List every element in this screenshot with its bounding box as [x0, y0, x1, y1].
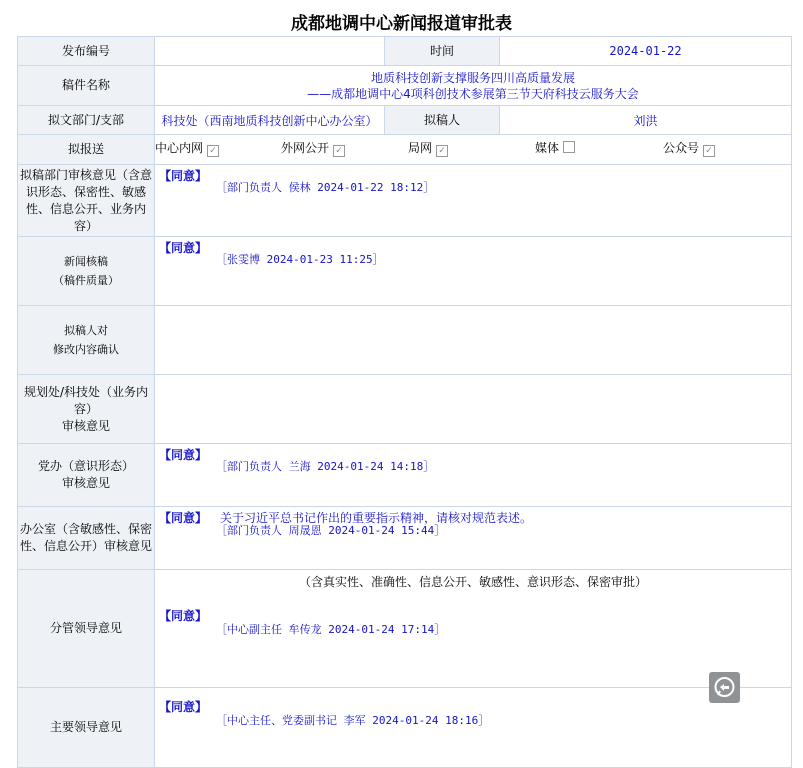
manuscript-label: 稿件名称 — [18, 66, 155, 106]
dept-label: 拟文部门/支部 — [18, 106, 155, 135]
row-main-leader — [18, 688, 792, 768]
send-option-label: 外网公开 — [281, 141, 330, 155]
drafter-confirm-label-line1: 拟稿人对 — [64, 324, 108, 337]
news-review-label-line2: （稿件质量） — [53, 274, 119, 287]
dept-review-label: 拟稿部门审核意见（含意识形态、保密性、敏感性、信息公开、业务内容） — [18, 165, 155, 237]
form-title: 成都地调中心新闻报道审批表 — [291, 14, 512, 34]
main-leader-signature: ［中心主任、党委副书记 李军 2024-01-24 18:16］ — [216, 714, 490, 727]
send-option-label: 中心内网 — [155, 141, 204, 155]
party-opinion — [155, 444, 792, 507]
checkbox-checked-icon[interactable]: ✓ — [436, 145, 448, 157]
send-option-public[interactable] — [281, 139, 345, 157]
party-label-line2: 审核意见 — [61, 476, 110, 490]
main-leader-verdict: 【同意】 — [159, 700, 208, 714]
party-label-line1: 党办（意识形态） — [37, 459, 134, 473]
office-signature: ［部门负责人 周晟恩 2024-01-24 15:44］ — [216, 524, 446, 537]
planning-label — [18, 375, 155, 444]
row-drafter-confirm — [18, 306, 792, 375]
main-leader-label: 主要领导意见 — [18, 688, 155, 768]
reply-chat-button[interactable] — [709, 672, 740, 703]
row-dept-review — [18, 165, 792, 237]
checkbox-checked-icon[interactable]: ✓ — [333, 145, 345, 157]
drafter-label: 拟稿人 — [385, 106, 500, 135]
drafter-confirm-opinion — [155, 306, 792, 375]
checkbox-unchecked-icon[interactable] — [563, 141, 575, 153]
leader-label: 分管领导意见 — [18, 570, 155, 688]
main-leader-opinion — [155, 688, 792, 768]
dept-value: 科技处（西南地质科技创新中心办公室） — [155, 106, 385, 135]
party-label — [18, 444, 155, 507]
manuscript-value — [155, 66, 792, 106]
send-options — [155, 135, 792, 165]
approval-table — [17, 36, 792, 768]
manuscript-subtitle: ——成都地调中心4项科创技术参展第三节天府科技云服务大会 — [307, 86, 639, 101]
planning-label-line1: 规划处/科技处（业务内容） — [23, 384, 149, 416]
time-label: 时间 — [385, 37, 500, 66]
doc-no-value — [155, 37, 385, 66]
office-opinion — [155, 507, 792, 570]
drafter-value: 刘洪 — [500, 106, 792, 135]
leader-signature: ［中心副主任 牟传龙 2024-01-24 17:14］ — [216, 623, 446, 636]
send-option-intranet[interactable] — [155, 139, 219, 157]
drafter-confirm-label — [18, 306, 155, 375]
party-signature: ［部门负责人 兰海 2024-01-24 14:18］ — [216, 460, 435, 473]
row-leader — [18, 570, 792, 688]
send-option-wechat[interactable] — [663, 139, 715, 157]
news-review-label-line1: 新闻核稿 — [64, 255, 108, 268]
party-verdict: 【同意】 — [159, 448, 208, 462]
news-review-verdict: 【同意】 — [159, 241, 208, 255]
send-option-label: 局网 — [408, 141, 433, 155]
news-review-label — [18, 237, 155, 306]
send-option-bureau[interactable] — [408, 139, 448, 157]
office-comment: 关于习近平总书记作出的重要指示精神，请核对规范表述。 — [220, 511, 533, 525]
office-verdict: 【同意】 — [159, 511, 208, 525]
send-option-label: 媒体 — [535, 141, 560, 155]
checkbox-checked-icon[interactable]: ✓ — [703, 145, 715, 157]
row-send — [18, 135, 792, 165]
news-review-signature: ［张雯博 2024-01-23 11:25］ — [216, 253, 384, 266]
row-planning — [18, 375, 792, 444]
planning-label-line2: 审核意见 — [61, 418, 110, 433]
row-doc-no — [18, 37, 792, 66]
dept-review-opinion — [155, 165, 792, 237]
send-label: 拟报送 — [18, 135, 155, 165]
office-label: 办公室（含敏感性、保密性、信息公开）审核意见 — [18, 507, 155, 570]
send-option-media[interactable] — [535, 139, 575, 156]
manuscript-title: 地质科技创新支撑服务四川高质量发展 — [370, 70, 575, 85]
send-option-label: 公众号 — [663, 141, 700, 155]
leader-opinion — [155, 570, 792, 688]
dept-review-signature: ［部门负责人 侯林 2024-01-22 18:12］ — [216, 181, 435, 194]
row-party — [18, 444, 792, 507]
row-news-review — [18, 237, 792, 306]
news-review-opinion — [155, 237, 792, 306]
row-manuscript — [18, 66, 792, 106]
planning-opinion — [155, 375, 792, 444]
leader-verdict: 【同意】 — [159, 609, 208, 623]
drafter-confirm-label-line2: 修改内容确认 — [53, 343, 119, 356]
row-office — [18, 507, 792, 570]
checkbox-checked-icon[interactable]: ✓ — [207, 145, 219, 157]
leader-note: （含真实性、准确性、信息公开、敏感性、意识形态、保密审批） — [298, 575, 647, 589]
time-value: 2024-01-22 — [500, 37, 792, 66]
dept-review-verdict: 【同意】 — [159, 169, 208, 183]
row-dept — [18, 106, 792, 135]
reply-chat-icon — [713, 676, 736, 699]
doc-no-label: 发布编号 — [18, 37, 155, 66]
